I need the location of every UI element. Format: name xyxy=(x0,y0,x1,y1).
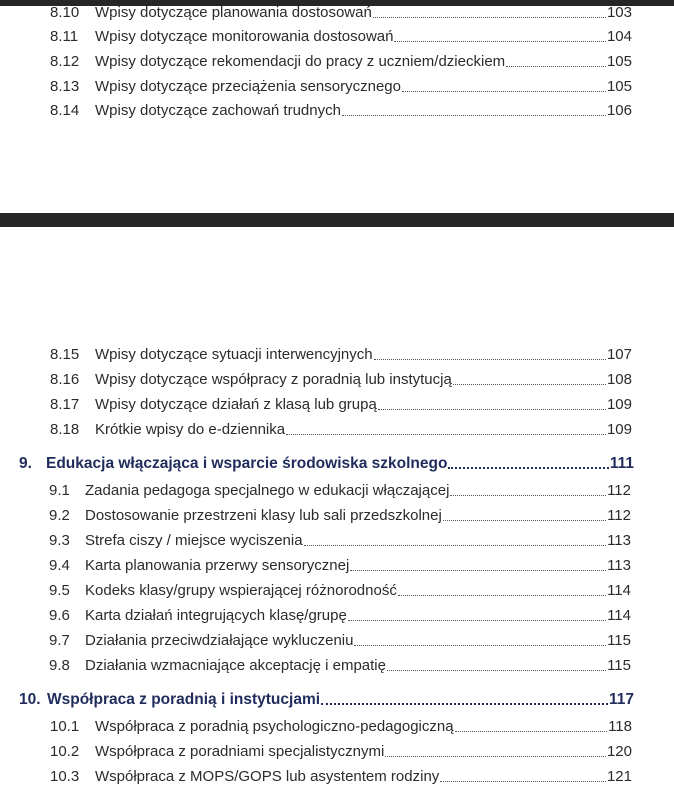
dot-leader xyxy=(450,495,606,496)
entry-page: 107 xyxy=(606,345,632,363)
chapter-number: 10. xyxy=(19,691,41,708)
entry-number: 8.11 xyxy=(50,27,79,45)
entry-number: 9.6 xyxy=(49,606,70,624)
entry-title: Karta działań integrujących klasę/grupę xyxy=(85,606,347,624)
entry-number: 8.16 xyxy=(50,370,80,388)
toc-entry-8-13[interactable] xyxy=(0,74,674,98)
chapter-number: 9. xyxy=(19,455,32,472)
entry-number: 9.7 xyxy=(49,631,70,649)
dot-leader xyxy=(350,570,606,571)
dot-leader xyxy=(394,41,605,42)
dot-leader xyxy=(453,384,606,385)
entry-page: 112 xyxy=(607,506,631,524)
entry-page: 118 xyxy=(608,717,632,735)
dot-leader xyxy=(455,731,608,732)
entry-title: Zadania pedagoga specjalnego w edukacji włączającej xyxy=(85,481,450,499)
toc-entry-9-6[interactable] xyxy=(0,603,674,627)
entry-title: Wpisy dotyczące przeciążenia sensorycznego xyxy=(95,77,401,95)
entry-title: Dostosowanie przestrzeni klasy lub sali przedszkolnej xyxy=(85,506,442,524)
entry-page: 105 xyxy=(606,77,632,95)
entry-title: Wpisy dotyczące zachowań trudnych xyxy=(95,101,341,119)
entry-title: Karta planowania przerwy sensorycznej xyxy=(85,556,350,574)
dot-leader xyxy=(348,620,606,621)
entry-page: 109 xyxy=(606,395,632,413)
dot-leader xyxy=(440,781,606,782)
toc-chapter-10[interactable] xyxy=(0,688,674,712)
toc-entry-9-1[interactable] xyxy=(0,478,674,502)
entry-title: Wpisy dotyczące planowania dostosowań xyxy=(95,3,372,21)
toc-entry-8-16[interactable] xyxy=(0,367,674,391)
dot-leader xyxy=(342,115,606,116)
dot-leader xyxy=(304,545,607,546)
dot-leader xyxy=(443,520,606,521)
entry-title: Strefa ciszy / miejsce wyciszenia xyxy=(85,531,303,549)
dot-leader xyxy=(385,756,606,757)
entry-number: 9.8 xyxy=(49,656,70,674)
entry-number: 9.5 xyxy=(49,581,70,599)
toc-entry-8-11[interactable] xyxy=(0,24,674,48)
entry-title: Współpraca z poradniami specjalistycznymi xyxy=(95,742,385,760)
entry-number: 9.3 xyxy=(49,531,70,549)
entry-page: 115 xyxy=(607,631,631,649)
entry-number: 8.17 xyxy=(50,395,80,413)
dot-leader xyxy=(402,91,606,92)
entry-number: 8.13 xyxy=(50,77,80,95)
toc-entry-8-10[interactable] xyxy=(0,0,674,24)
toc-entry-9-5[interactable] xyxy=(0,578,674,602)
entry-number: 9.2 xyxy=(49,506,70,524)
entry-page: 113 xyxy=(607,556,631,574)
entry-page: 113 xyxy=(607,531,631,549)
entry-page: 112 xyxy=(607,481,631,499)
dot-leader xyxy=(506,66,606,67)
chapter-title: Edukacja włączająca i wsparcie środowiska szkolnego xyxy=(46,455,448,472)
toc-entry-10-2[interactable] xyxy=(0,739,674,763)
entry-title: Krótkie wpisy do e-dziennika xyxy=(95,420,286,438)
toc-entry-9-8[interactable] xyxy=(0,653,674,677)
dot-leader xyxy=(387,670,606,671)
entry-number: 10.3 xyxy=(50,767,80,785)
entry-number: 9.4 xyxy=(49,556,70,574)
toc-entry-10-1[interactable] xyxy=(0,714,674,738)
entry-number: 8.14 xyxy=(50,101,80,119)
dot-leader xyxy=(373,17,606,18)
toc-entry-8-12[interactable] xyxy=(0,49,674,73)
entry-number: 8.12 xyxy=(50,52,80,70)
dot-leader xyxy=(448,467,608,469)
entry-page: 108 xyxy=(606,370,632,388)
entry-title: Wpisy dotyczące rekomendacji do pracy z uczniem/dzieckiem xyxy=(95,52,506,70)
entry-number: 10.2 xyxy=(50,742,80,760)
toc-entry-9-2[interactable] xyxy=(0,503,674,527)
entry-page: 106 xyxy=(606,101,632,119)
dot-leader xyxy=(374,359,606,360)
toc-entry-9-7[interactable] xyxy=(0,628,674,652)
entry-page: 120 xyxy=(606,742,632,760)
entry-number: 10.1 xyxy=(50,717,80,735)
entry-number: 8.15 xyxy=(50,345,80,363)
dot-leader xyxy=(286,434,606,435)
entry-title: Działania wzmacniające akceptację i empatię xyxy=(85,656,386,674)
entry-title: Współpraca z MOPS/GOPS lub asystentem rodziny xyxy=(95,767,440,785)
toc-entry-8-15[interactable] xyxy=(0,342,674,366)
entry-page: 104 xyxy=(606,27,632,45)
toc-chapter-9[interactable] xyxy=(0,452,674,476)
entry-title: Wpisy dotyczące monitorowania dostosowań xyxy=(95,27,394,45)
toc-entry-8-18[interactable] xyxy=(0,417,674,441)
entry-number: 8.10 xyxy=(50,3,80,21)
toc-entry-8-17[interactable] xyxy=(0,392,674,416)
entry-number: 8.18 xyxy=(50,420,80,438)
toc-entry-8-14[interactable] xyxy=(0,98,674,122)
entry-page: 115 xyxy=(607,656,631,674)
entry-page: 121 xyxy=(606,767,632,785)
toc-entry-9-3[interactable] xyxy=(0,528,674,552)
entry-title: Wpisy dotyczące działań z klasą lub grupą xyxy=(95,395,377,413)
entry-page: 114 xyxy=(607,581,631,599)
dot-leader xyxy=(321,703,608,705)
chapter-title: Współpraca z poradnią i instytucjami xyxy=(47,691,321,708)
toc-entry-10-3[interactable] xyxy=(0,764,674,788)
entry-title: Działania przeciwdziałające wykluczeniu xyxy=(85,631,354,649)
entry-title: Wpisy dotyczące współpracy z poradnią lub instytucją xyxy=(95,370,452,388)
toc-entry-9-4[interactable] xyxy=(0,553,674,577)
entry-page: 105 xyxy=(606,52,632,70)
dot-leader xyxy=(354,645,606,646)
dot-leader xyxy=(398,595,606,596)
entry-page: 103 xyxy=(606,3,632,21)
page-divider xyxy=(0,213,674,227)
entry-page: 114 xyxy=(607,606,631,624)
chapter-page: 117 xyxy=(608,691,634,708)
entry-title: Współpraca z poradnią psychologiczno-pedagogiczną xyxy=(95,717,454,735)
dot-leader xyxy=(378,409,606,410)
entry-page: 109 xyxy=(606,420,632,438)
entry-title: Kodeks klasy/grupy wspierającej różnorodność xyxy=(85,581,397,599)
chapter-page: 111 xyxy=(609,455,634,472)
entry-title: Wpisy dotyczące sytuacji interwencyjnych xyxy=(95,345,373,363)
entry-number: 9.1 xyxy=(49,481,70,499)
